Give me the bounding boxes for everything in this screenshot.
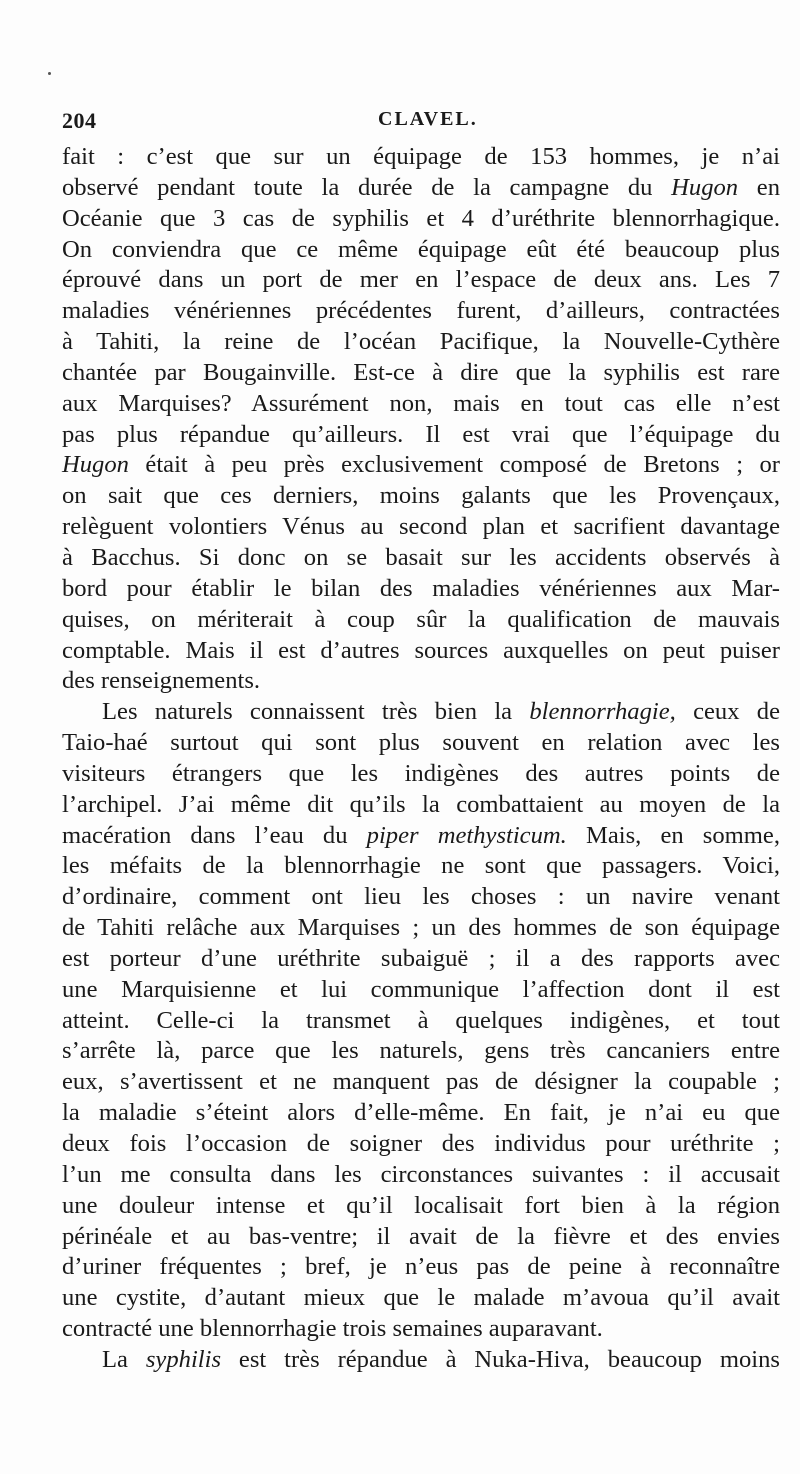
- text-line: [62, 296, 780, 327]
- text-line: [62, 666, 780, 697]
- text-segment: bord pour établir le bilan des maladies vénériennes aux Mar-: [62, 574, 780, 602]
- italic-text: Hugon: [671, 173, 739, 201]
- body-text: [62, 142, 780, 1376]
- text-line: [62, 173, 780, 204]
- text-segment: contracté une blennorrhagie trois semaines auparavant.: [62, 1315, 603, 1343]
- text-line: [62, 235, 780, 266]
- italic-text: blennorrhagie,: [529, 698, 676, 726]
- text-line: [62, 728, 780, 759]
- text-segment: est porteur d’une uréthrite subaiguë ; il a des rapports avec: [62, 944, 780, 972]
- text-segment: la maladie s’éteint alors d’elle-même. En fait, je n’ai eu que: [62, 1099, 780, 1127]
- text-line: [62, 512, 780, 543]
- text-segment: à Bacchus. Si donc on se basait sur les accidents observés à: [62, 543, 780, 571]
- text-segment: est très répandue à Nuka-Hiva, beaucoup moins: [221, 1345, 781, 1373]
- text-line: [62, 574, 780, 605]
- text-line: [62, 420, 780, 451]
- text-segment: on sait que ces derniers, moins galants que les Provençaux,: [62, 482, 780, 510]
- text-segment: les méfaits de la blennorrhagie ne sont que passagers. Voici,: [62, 852, 780, 880]
- text-segment: relèguent volontiers Vénus au second plan et sacrifient davantage: [62, 513, 780, 541]
- text-line: [62, 481, 780, 512]
- text-line: [62, 1345, 780, 1376]
- text-line: [62, 1222, 780, 1253]
- text-line: [62, 204, 780, 235]
- text-segment: macération dans l’eau du: [62, 821, 367, 849]
- text-line: [62, 882, 780, 913]
- text-line: [62, 790, 780, 821]
- text-line: [62, 389, 780, 420]
- text-segment: aux Marquises? Assurément non, mais en tout cas elle n’est: [62, 389, 780, 417]
- italic-text: syphilis: [145, 1345, 222, 1373]
- text-line: [62, 1191, 780, 1222]
- text-line: [62, 358, 780, 389]
- text-segment: comptable. Mais il est d’autres sources auxquelles on peut puiser: [62, 636, 780, 664]
- text-line: [62, 1252, 780, 1283]
- page-number: 204: [62, 108, 97, 133]
- text-segment: Taio-haé surtout qui sont plus souvent en relation avec les: [62, 729, 780, 757]
- page-header: [62, 108, 762, 138]
- text-line: [62, 821, 780, 852]
- text-line: [62, 636, 780, 667]
- text-line: [62, 1160, 780, 1191]
- text-segment: chantée par Bougainville. Est-ce à dire que la syphilis est rare: [62, 358, 780, 386]
- text-segment: quises, on mériterait à coup sûr la qualification de mauvais: [62, 605, 780, 633]
- text-line: [62, 605, 780, 636]
- text-line: [62, 1006, 780, 1037]
- text-segment: Mais, en somme,: [566, 821, 780, 849]
- text-segment: eux, s’avertissent et ne manquent pas de désigner la coupable ;: [62, 1068, 780, 1096]
- text-segment: une cystite, d’autant mieux que le malade m’avoua qu’il avait: [62, 1284, 780, 1312]
- text-line: [62, 913, 780, 944]
- text-segment: Océanie que 3 cas de syphilis et 4 d’uréthrite blennorrhagique.: [62, 204, 780, 232]
- text-line: [62, 759, 780, 790]
- text-segment: pas plus répandue qu’ailleurs. Il est vrai que l’équipage du: [62, 420, 780, 448]
- text-line: [62, 1098, 780, 1129]
- text-line: [62, 543, 780, 574]
- text-segment: une douleur intense et qu’il localisait fort bien à la région: [62, 1191, 780, 1219]
- text-segment: d’ordinaire, comment ont lieu les choses : un navire venant: [62, 883, 780, 911]
- text-line: [62, 1067, 780, 1098]
- text-segment: de Tahiti relâche aux Marquises ; un des hommes de son équipage: [62, 914, 780, 942]
- text-line: [62, 327, 780, 358]
- italic-text: piper methysticum.: [366, 821, 567, 849]
- text-segment: l’un me consulta dans les circonstances suivantes : il accusait: [62, 1160, 780, 1188]
- text-segment: observé pendant toute la durée de la campagne du: [62, 173, 672, 201]
- text-line: [62, 142, 780, 173]
- text-line: [62, 265, 780, 296]
- text-line: [62, 1129, 780, 1160]
- text-line: [62, 1283, 780, 1314]
- text-line: [62, 944, 780, 975]
- text-segment: d’uriner fréquentes ; bref, je n’eus pas de peine à reconnaître: [62, 1253, 780, 1281]
- text-segment: à Tahiti, la reine de l’océan Pacifique, la Nouvelle-Cythère: [62, 328, 780, 356]
- text-segment: maladies vénériennes précédentes furent, d’ailleurs, contractées: [62, 297, 780, 325]
- text-segment: visiteurs étrangers que les indigènes des autres points de: [62, 759, 780, 787]
- text-segment: s’arrête là, parce que les naturels, gens très cancaniers entre: [62, 1037, 780, 1065]
- text-segment: atteint. Celle-ci la transmet à quelques indigènes, et tout: [62, 1006, 780, 1034]
- text-segment: Les naturels connaissent très bien la: [102, 698, 530, 726]
- text-line: [62, 851, 780, 882]
- text-segment: On conviendra que ce même équipage eût été beaucoup plus: [62, 235, 780, 263]
- text-line: [62, 1314, 780, 1345]
- italic-text: Hugon: [62, 451, 129, 479]
- text-segment: périnéale et au bas-ventre; il avait de la fièvre et des envies: [62, 1222, 780, 1250]
- running-head: CLAVEL.: [378, 108, 478, 130]
- text-line: [62, 697, 780, 728]
- text-segment: l’archipel. J’ai même dit qu’ils la combattaient au moyen de la: [62, 790, 780, 818]
- text-segment: deux fois l’occasion de soigner des individus pour uréthrite ;: [62, 1130, 780, 1157]
- text-segment: une Marquisienne et lui communique l’affection dont il est: [62, 975, 780, 1003]
- text-segment: fait : c’est que sur un équipage de 153 hommes, je n’ai: [62, 143, 780, 170]
- text-line: [62, 450, 780, 481]
- scan-speck: [48, 72, 51, 75]
- text-line: [62, 1036, 780, 1067]
- text-segment: des renseignements.: [62, 667, 261, 695]
- text-segment: La: [102, 1345, 146, 1373]
- text-segment: en: [738, 173, 780, 201]
- text-segment: était à peu près exclusivement composé de Bretons ; or: [128, 451, 780, 479]
- text-segment: éprouvé dans un port de mer en l’espace de deux ans. Les 7: [62, 266, 780, 294]
- text-line: [62, 975, 780, 1006]
- text-segment: ceux de: [675, 698, 780, 726]
